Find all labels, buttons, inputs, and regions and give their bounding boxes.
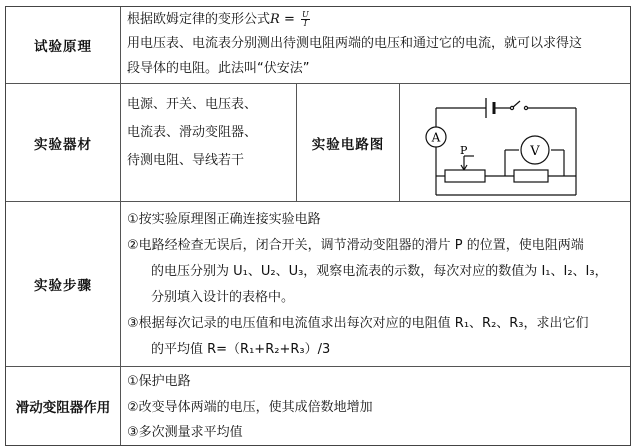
- voltmeter-symbol: V: [530, 144, 540, 159]
- rheostat-line: ②改变导体两端的电压，使其成倍数地增加: [127, 400, 373, 415]
- steps-line: ①按实验原理图正确连接实验电路: [127, 212, 321, 227]
- principle-intro: 根据欧姆定律的变形公式: [127, 12, 271, 27]
- principle-line-2: 用电压表、电流表分别测出待测电阻两端的电压和通过它的电流，就可以求得这: [127, 36, 583, 51]
- rheostat-line: ①保护电路: [127, 374, 191, 389]
- slider-label: P: [460, 144, 468, 157]
- column-divider: [120, 7, 121, 445]
- circuit-diagram: [400, 84, 630, 201]
- formula-fraction: [301, 11, 310, 28]
- equipment-item: 待测电阻、导线若干: [127, 153, 245, 168]
- steps-line: 的电压分别为 U₁、U₂、U₃，观察电流表的示数，每次对应的数值为 I₁、I₂、I₃，: [151, 264, 608, 279]
- experiment-table: [5, 6, 631, 446]
- formula-lhs: R: [270, 12, 280, 27]
- steps-line: ②电路经检查无误后，闭合开关，调节滑动变阻器的滑片 P 的位置，使电阻两端: [127, 238, 584, 253]
- rheostat-line: ③多次测量求平均值: [127, 425, 243, 440]
- steps-line: ③根据每次记录的电压值和电流值求出每次对应的电阻值 R₁、R₂、R₃，求出它们: [127, 316, 589, 331]
- rheostat-label: 滑动变阻器作用: [15, 400, 111, 416]
- formula-equals: =: [279, 12, 299, 27]
- equipment-item: 电流表、滑动变阻器、: [127, 125, 258, 140]
- steps-line: 的平均值 R=（R₁+R₂+R₃）/3: [151, 342, 331, 357]
- formula-denominator: I: [303, 19, 307, 28]
- principle-label: 试验原理: [34, 39, 92, 55]
- formula-numerator: U: [301, 10, 309, 19]
- equipment-item: 电源、开关、电压表、: [127, 97, 258, 112]
- circuit-diagram-label: 实验电路图: [311, 136, 385, 153]
- ammeter-symbol: A: [431, 130, 441, 145]
- steps-line: 分别填入设计的表格中。: [151, 290, 295, 305]
- principle-line-3: 段导体的电阻。此法叫“伏安法”: [127, 61, 310, 76]
- equipment-label: 实验器材: [34, 136, 92, 153]
- steps-label: 实验步骤: [34, 278, 92, 294]
